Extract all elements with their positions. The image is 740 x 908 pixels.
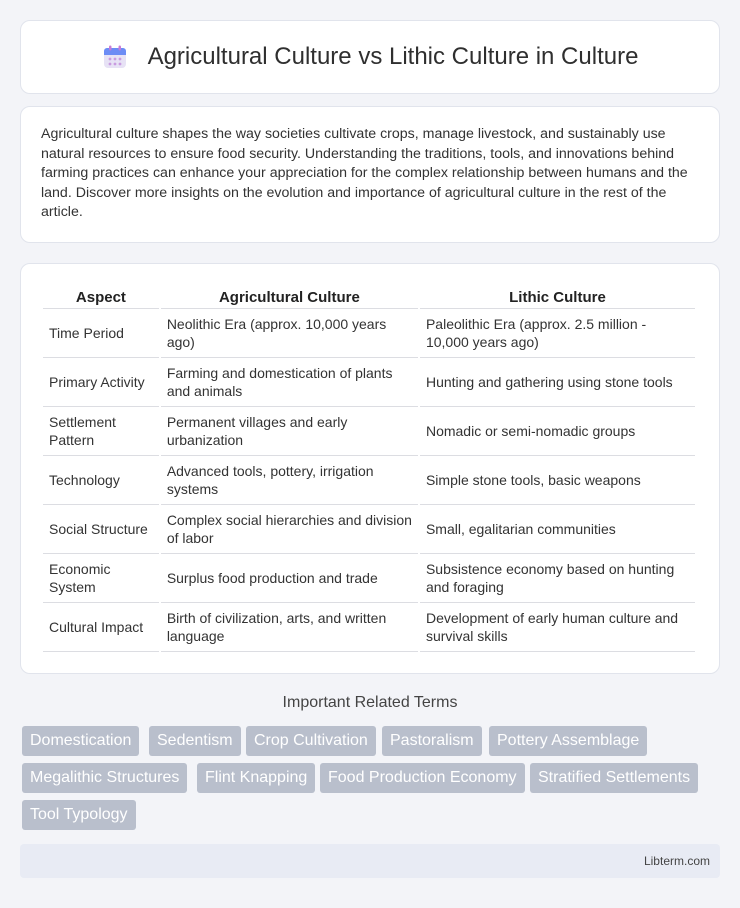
page-title: Agricultural Culture vs Lithic Culture in Culture [147, 43, 639, 70]
tag-megalithic-structures[interactable]: Megalithic Structures [22, 763, 187, 793]
tag-stratified-settlements[interactable]: Stratified Settlements [530, 763, 698, 793]
table-row [43, 603, 695, 652]
table-cell: Simple stone tools, basic weapons [420, 456, 695, 505]
comparison-table [41, 284, 697, 652]
table-row [43, 505, 695, 554]
table-row [43, 456, 695, 505]
table-cell: Time Period [43, 309, 159, 358]
table-cell: Hunting and gathering using stone tools [420, 358, 695, 407]
column-header: Lithic Culture [420, 284, 695, 309]
intro-text: Agricultural culture shapes the way societies cultivate crops, manage livestock, and sustainably use natural resources to ensure food security. Understanding the traditions, tools, and innovations behind farming practices can enhance your appreciation for the complex relationship between humans and the land. Discover more insights on the evolution and importance of agricultural culture in the rest of the article. [41, 126, 688, 221]
table-row [43, 309, 695, 358]
table-header-row [43, 284, 695, 309]
tag-tool-typology[interactable]: Tool Typology [22, 800, 136, 830]
table-cell: Subsistence economy based on hunting and foraging [420, 554, 695, 603]
tag-pastoralism[interactable]: Pastoralism [382, 726, 482, 756]
table-cell: Complex social hierarchies and division of labor [161, 505, 418, 554]
table-cell: Paleolithic Era (approx. 2.5 million - 10,000 years ago) [420, 309, 695, 358]
tag-sedentism[interactable]: Sedentism [149, 726, 241, 756]
table-cell: Economic System [43, 554, 159, 603]
intro-card [20, 106, 720, 243]
tag-flint-knapping[interactable]: Flint Knapping [197, 763, 315, 793]
table-cell: Farming and domestication of plants and animals [161, 358, 418, 407]
table-row [43, 358, 695, 407]
tag-food-production-economy[interactable]: Food Production Economy [320, 763, 525, 793]
table-cell: Small, egalitarian communities [420, 505, 695, 554]
title-card [20, 20, 720, 94]
column-header: Aspect [43, 284, 159, 309]
tag-pottery-assemblage[interactable]: Pottery Assemblage [489, 726, 647, 756]
table-cell: Surplus food production and trade [161, 554, 418, 603]
footer [20, 844, 720, 878]
tag-crop-cultivation[interactable]: Crop Cultivation [246, 726, 376, 756]
table-cell: Neolithic Era (approx. 10,000 years ago) [161, 309, 418, 358]
table-cell: Social Structure [43, 505, 159, 554]
table-cell: Advanced tools, pottery, irrigation systems [161, 456, 418, 505]
table-cell: Development of early human culture and survival skills [420, 603, 695, 652]
related-terms-heading: Important Related Terms [282, 694, 458, 711]
table-row [43, 407, 695, 456]
calendar-icon [102, 44, 128, 70]
column-header: Agricultural Culture [161, 284, 418, 309]
table-cell: Birth of civilization, arts, and written language [161, 603, 418, 652]
table-row [43, 554, 695, 603]
table-cell: Cultural Impact [43, 603, 159, 652]
comparison-table-card [20, 263, 720, 674]
table-cell: Settlement Pattern [43, 407, 159, 456]
table-cell: Primary Activity [43, 358, 159, 407]
table-cell: Permanent villages and early urbanization [161, 407, 418, 456]
table-cell: Technology [43, 456, 159, 505]
tag-domestication[interactable]: Domestication [22, 726, 139, 756]
table-cell: Nomadic or semi-nomadic groups [420, 407, 695, 456]
footer-site-link[interactable]: Libterm.com [643, 854, 710, 868]
